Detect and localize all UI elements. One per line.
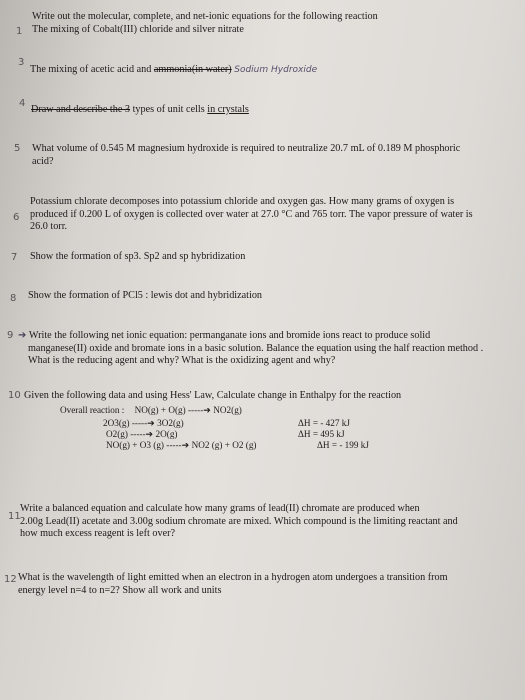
question-11	[20, 503, 458, 541]
question-text: manganese(II) oxide and bromate ions in a basic solution. Balance the equation using the half reaction method .	[28, 342, 484, 354]
question-text: Given the following data and using Hess' Law, Calculate change in Enthalpy for the reaction	[24, 390, 402, 401]
question-text: 2.00g Lead(II) acetate and 3.00g sodium chromate are mixed. Which compound is the limiting reactant and	[20, 515, 458, 527]
question-number: 8	[10, 293, 17, 304]
question-6	[30, 196, 473, 234]
question-text: What is the reducing agent and why? What is the oxidizing agent and why?	[28, 355, 336, 366]
question-number: 7	[11, 252, 18, 263]
question-number: 6	[13, 212, 20, 223]
question-number: 10	[8, 390, 21, 401]
question-number: 1	[16, 26, 23, 37]
question-text: Write a balanced equation and calculate how many grams of lead(II) chromate are produced when	[20, 503, 420, 514]
question-12	[18, 572, 448, 597]
hess-step	[103, 418, 184, 429]
question-5	[32, 143, 460, 168]
question-text: Potassium chlorate decomposes into potassium chloride and oxygen gas. How many grams of oxygen is	[30, 196, 455, 207]
question-text: What is the wavelength of light emitted when an electron in a hydrogen atom undergoes a transition from	[18, 572, 448, 583]
question-text: ➔ Write the following net ionic equation: permanganate ions and bromide ions react to produce solid	[18, 330, 431, 341]
step-equation: O2(g) -----➔ 2O(g)	[106, 429, 178, 439]
handwritten-note: Sodium Hydroxide	[234, 65, 318, 75]
step-equation: NO(g) + O3 (g) -----➔ NO2 (g) + O2 (g)	[106, 440, 257, 450]
question-text: energy level n=4 to n=2? Show all work and units	[18, 584, 222, 596]
question-9	[18, 330, 483, 368]
hess-step-dh	[298, 429, 345, 440]
step-enthalpy: ΔH = - 427 kJ	[298, 418, 350, 428]
step-enthalpy: ΔH = - 199 kJ	[317, 440, 369, 450]
question-text: The mixing of acetic acid and	[30, 64, 154, 75]
step-equation: 2O3(g) -----➔ 3O2(g)	[103, 418, 184, 428]
overall-reaction	[60, 405, 242, 416]
struck-text: ammonia(in water)	[153, 64, 232, 75]
question-10	[24, 390, 401, 403]
question-7	[30, 251, 245, 264]
hess-step-dh	[317, 440, 369, 451]
struck-text: Draw and describe the 3	[31, 104, 131, 115]
question-text: produced if 0.200 L of oxygen is collected over water at 27.0 °C and 765 torr. The vapor pressure of water is	[30, 208, 473, 220]
question-text: acid?	[32, 155, 54, 167]
overall-equation: NO(g) + O(g) -----➔ NO2(g)	[134, 405, 242, 415]
question-text: 26.0 torr.	[30, 221, 68, 232]
hess-step	[106, 429, 177, 440]
question-text: The mixing of Cobalt(III) chloride and silver nitrate	[32, 23, 244, 35]
question-text: What volume of 0.545 M magnesium hydroxide is required to neutralize 20.7 mL of 0.189 M phosphoric	[32, 143, 461, 154]
underlined-text: in crystals	[207, 104, 249, 115]
question-text: Write out the molecular, complete, and net-ionic equations for the following reaction	[32, 11, 378, 22]
question-8	[28, 290, 262, 303]
question-1	[32, 11, 378, 36]
hess-step	[106, 440, 256, 451]
question-4	[31, 104, 249, 117]
question-number: 5	[14, 143, 21, 154]
question-number: 4	[19, 98, 26, 109]
question-3	[30, 64, 317, 77]
overall-label: Overall reaction :	[60, 405, 125, 415]
question-number: 11	[8, 511, 21, 522]
question-text: Show the formation of PCl5 : lewis dot and hybridization	[28, 290, 263, 301]
question-number: 12	[4, 574, 17, 585]
question-number: 3	[18, 57, 25, 68]
question-text: Show the formation of sp3. Sp2 and sp hybridization	[30, 251, 246, 262]
question-number: 9	[7, 330, 14, 341]
question-text: types of unit cells	[130, 104, 208, 115]
step-enthalpy: ΔH = 495 kJ	[298, 429, 345, 439]
hess-step-dh	[298, 418, 350, 429]
question-text: how much excess reagent is left over?	[20, 528, 176, 539]
